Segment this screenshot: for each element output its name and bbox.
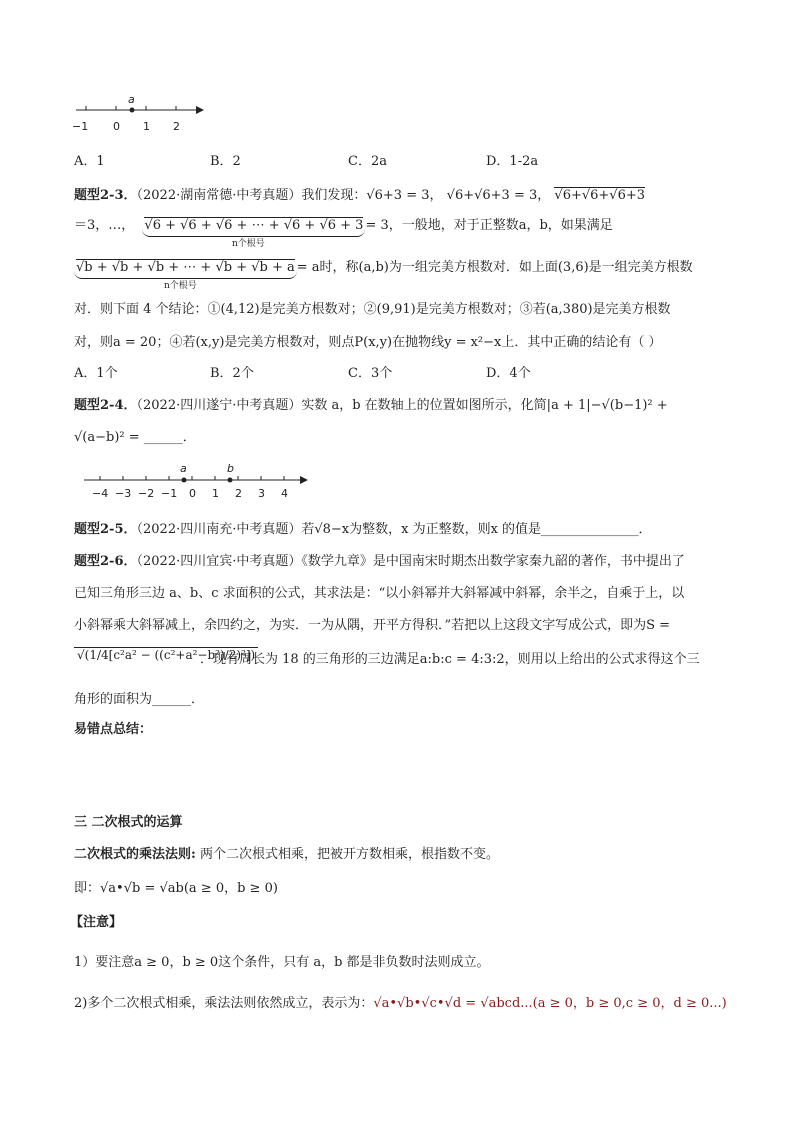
question-label: 题型2-3．	[74, 188, 137, 203]
note-2: 2)多个二次根式相乘，乘法法则依然成立，表示为：√a•√b•√c•√d = √abcd...(a ≥ 0，b ≥ 0,c ≥ 0，d ≥ 0...)	[74, 996, 727, 1011]
nested-radical: b + √b + √b + ⋯ + √b + √b + a	[84, 260, 295, 275]
question-2-3-line4: 对．则下面 4 个结论：①(4,12)是完美方根数对；②(9,91)是完美方根数对；③若(a,380)是完美方根数	[74, 302, 671, 317]
tick-label: −3	[115, 487, 132, 500]
nested-radical: 6 + √6 + √6 + ⋯ + √6 + √6 + 3	[152, 218, 364, 233]
question-2-3-line2: ＝3，…， √6 + √6 + √6 + ⋯ + √6 + √6 + 3 = 3，一般地，对于正整数a，b，如果满足	[74, 214, 613, 237]
option-c: C．3个	[348, 366, 393, 381]
equation: √6+3 = 3，	[366, 188, 443, 203]
point-b-label: b	[227, 462, 234, 475]
point-a-label: a	[180, 462, 187, 475]
question-2-3-line1	[74, 184, 645, 203]
question-2-6-line1: 题型2-6．（2022·四川宜宾·中考真题）《数学九章》是中国南宋时期杰出数学家秦九韶的著作，书中提出了	[74, 554, 685, 569]
tick-label: 4	[281, 487, 288, 500]
tick-label: 2	[173, 120, 180, 133]
point-a	[182, 478, 187, 483]
brace-label: n个根号	[232, 239, 265, 249]
heron-formula: √(1/4[c²a² − ((c²+a²−b²)/2)²])	[74, 648, 258, 662]
multiplication-rule: 二次根式的乘法法则: 两个二次根式相乘，把被开方数相乘，根指数不变。	[74, 847, 499, 862]
question-2-6-line3: 小斜幂乘大斜幂减上，余四约之，为实．一为从隅，开平方得积．”若把以上这段文字写成公式，即为S =	[74, 618, 671, 633]
tick-label: 0	[113, 120, 120, 133]
rule-formula: 即：√a•√b = √ab(a ≥ 0，b ≥ 0)	[74, 881, 278, 896]
question-label: 题型2-5．	[74, 522, 137, 537]
option-c: C．2a	[348, 154, 387, 169]
question-2-6-line2: 已知三角形三边 a、b、c 求面积的公式，其求法是：“以小斜幂并大斜幂减中斜幂，余半之，自乘于上，以	[74, 586, 685, 601]
tick-label: 3	[258, 487, 265, 500]
question-2-3-line3: √b + √b + √b + ⋯ + √b + √b + a = a时，称(a,b)为一组完美方根数对．如上面(3,6)是一组完美方根数	[74, 256, 693, 279]
point-b	[228, 478, 233, 483]
question-2-5: 题型2-5．（2022·四川南充·中考真题）若√8−x为整数，x 为正整数，则x 的值是_______________．	[74, 522, 652, 537]
section-title: 三 二次根式的运算	[74, 815, 183, 830]
question-2-4-line2: √(a−b)² = ______．	[74, 430, 196, 445]
question-source: （2022·湖南常德·中考真题）我们发现：	[136, 188, 367, 203]
brace-label: n个根号	[164, 281, 197, 291]
tick-label: −1	[72, 120, 89, 133]
note-2-formula: √a•√b•√c•√d = √abcd...(a ≥ 0，b ≥ 0,c ≥ 0，d ≥ 0...)	[373, 996, 727, 1011]
tick-label: 0	[189, 487, 196, 500]
option-d: D．1-2a	[486, 154, 539, 169]
question-2-6-line4: ．现有周长为 18 的三角形的三边满足a:b:c = 4:3:2，则用以上给出的公式求得这个三	[200, 652, 700, 667]
note-1: 1）要注意a ≥ 0，b ≥ 0这个条件，只有 a，b 都是非负数时法则成立。	[74, 955, 490, 970]
option-a: A．1	[74, 154, 105, 169]
tick-label: 1	[212, 487, 219, 500]
number-line-2	[80, 460, 310, 502]
note-title: 【注意】	[70, 915, 123, 930]
tick-label: −4	[92, 487, 109, 500]
equation: √6+√6+√6+3	[554, 188, 646, 203]
tick-label: 2	[235, 487, 242, 500]
option-b: B．2	[210, 154, 241, 169]
option-b: B．2个	[210, 366, 254, 381]
number-line-1	[70, 90, 210, 136]
question-label: 题型2-4．	[74, 398, 137, 413]
option-a: A．1个	[74, 366, 118, 381]
error-summary-label: 易错点总结：	[74, 722, 153, 737]
option-d: D．4个	[486, 366, 531, 381]
point-a	[130, 108, 135, 113]
question-2-6-line5: 角形的面积为______．	[74, 692, 205, 707]
tick-label: −2	[138, 487, 155, 500]
tick-label: −1	[161, 487, 178, 500]
tick-label: 1	[143, 120, 150, 133]
question-label: 题型2-6．	[74, 554, 137, 569]
equation: √6+√6+3 = 3，	[446, 188, 551, 203]
question-2-3-line5: 对，则a = 20；④若(x,y)是完美方根数对，则点P(x,y)在抛物线y = x²−x上．其中正确的结论有（ ）	[74, 335, 662, 350]
question-2-4-line1: 题型2-4．（2022·四川遂宁·中考真题）实数 a，b 在数轴上的位置如图所示，化简|a + 1|−√(b−1)² +	[74, 398, 668, 413]
point-a-label: a	[128, 93, 135, 106]
